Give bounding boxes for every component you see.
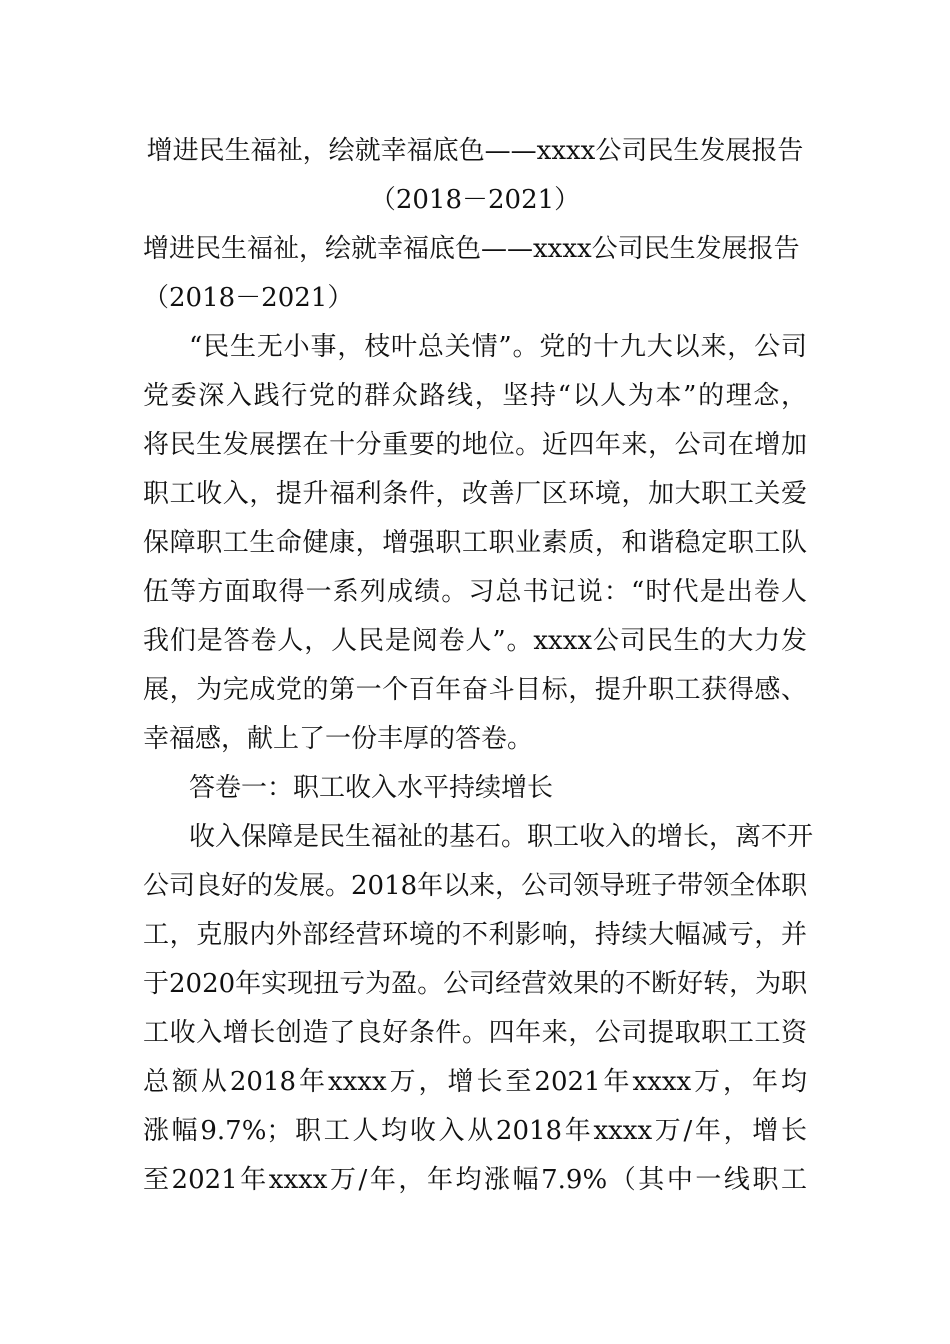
paragraph-line: 涨幅9.7%；职工人均收入从2018年xxxx万/年，增长 (143, 1116, 807, 1146)
paragraph-line: 职工收入，提升福利条件，改善厂区环境，加大职工关爱 (143, 479, 807, 509)
paragraph-line: 党委深入践行党的群众路线，坚持“以人为本”的理念， (143, 381, 807, 411)
body-title-repeat: 增进民生福祉，绘就幸福底色——xxxx公司民生发展报告 (143, 234, 800, 264)
paragraph-line: 展，为完成党的第一个百年奋斗目标，提升职工获得感、 (143, 675, 807, 705)
paragraph-line: 收入保障是民生福祉的基石。职工收入的增长，离不开 (189, 822, 814, 852)
body-years-repeat: （2018－2021） (143, 283, 354, 313)
paragraph-line: 我们是答卷人，人民是阅卷人”。xxxx公司民生的大力发 (143, 626, 807, 656)
paragraph-line: 总额从2018年xxxx万，增长至2021年xxxx万，年均 (143, 1067, 807, 1097)
report-title: 增进民生福祉，绘就幸福底色——xxxx公司民生发展报告 (146, 136, 804, 166)
paragraph-line: 至2021年xxxx万/年，年均涨幅7.9%（其中一线职工 (143, 1165, 807, 1195)
paragraph-line: 将民生发展摆在十分重要的地位。近四年来，公司在增加 (143, 430, 807, 460)
paragraph-line: 公司良好的发展。2018年以来，公司领导班子带领全体职 (143, 871, 808, 901)
paragraph-line: 于2020年实现扭亏为盈。公司经营效果的不断好转，为职 (143, 969, 808, 999)
paragraph-line: 工收入增长创造了良好条件。四年来，公司提取职工工资 (143, 1018, 807, 1048)
paragraph-line: 幸福感，献上了一份丰厚的答卷。 (143, 724, 534, 754)
paragraph-line: 伍等方面取得一系列成绩。习总书记说：“时代是出卷人 (143, 577, 807, 607)
report-body (143, 225, 814, 1205)
paragraph-line: 工，克服内外部经营环境的不利影响，持续大幅减亏，并 (143, 920, 807, 950)
section-heading: 答卷一：职工收入水平持续增长 (189, 773, 554, 803)
report-subtitle-years: （2018－2021） (369, 185, 581, 215)
paragraph-line: 保障职工生命健康，增强职工职业素质，和谐稳定职工队 (143, 528, 807, 558)
paragraph-line: “民生无小事，枝叶总关情”。党的十九大以来，公司 (189, 332, 807, 362)
